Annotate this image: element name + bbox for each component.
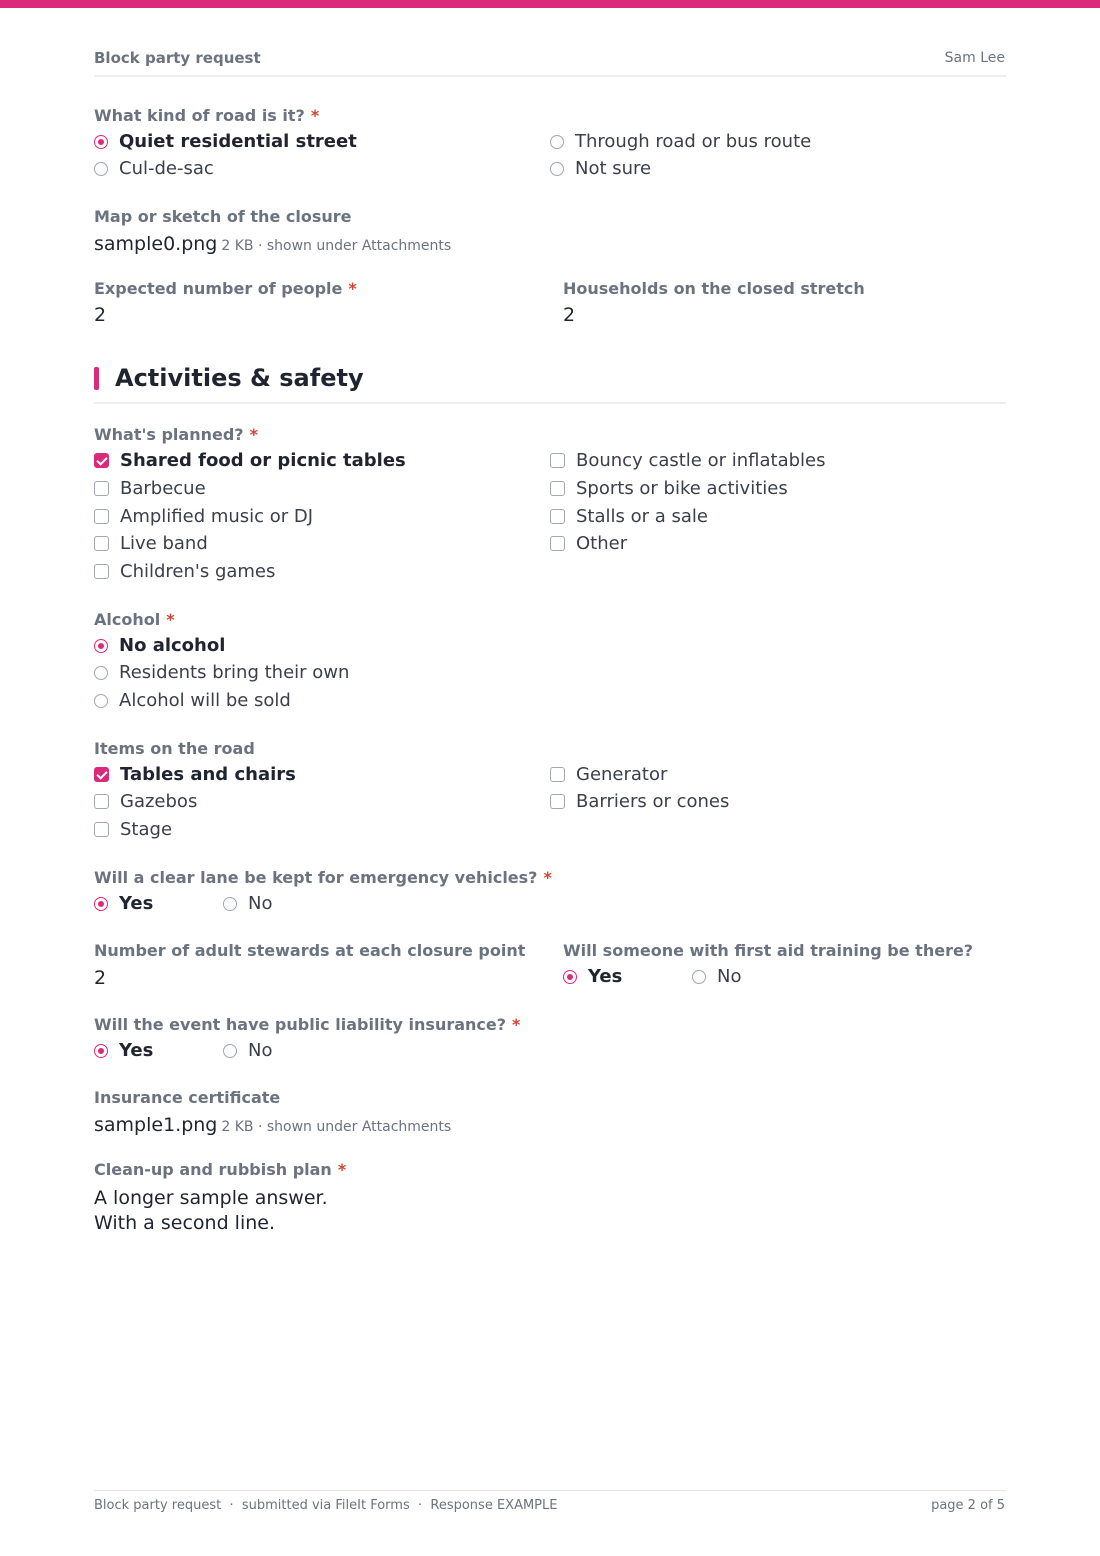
question-alcohol: Alcohol *: [94, 610, 175, 629]
checkbox-planned-8[interactable]: Children's games: [94, 561, 275, 583]
checkbox-items-1[interactable]: Generator: [550, 764, 667, 786]
radio-selected-icon: [94, 135, 108, 149]
radio-road-type-2[interactable]: Cul-de-sac: [94, 158, 214, 180]
checkbox-planned-5[interactable]: Stalls or a sale: [550, 506, 708, 528]
radio-empty-icon: [94, 666, 108, 680]
checkbox-empty-icon: [550, 481, 565, 496]
question-insurance-certificate: Insurance certificate: [94, 1088, 281, 1107]
checkbox-empty-icon: [94, 794, 109, 809]
radio-empty-icon: [692, 970, 706, 984]
radio-first-aid-yes[interactable]: Yes: [563, 966, 622, 988]
radio-alcohol-0[interactable]: No alcohol: [94, 635, 225, 657]
file-name: sample0.png: [94, 233, 218, 255]
required-marker: *: [348, 279, 357, 298]
checkbox-empty-icon: [550, 767, 565, 782]
answer-people: 2: [94, 304, 107, 326]
radio-emergency-yes[interactable]: Yes: [94, 893, 153, 915]
question-map: Map or sketch of the closure: [94, 207, 352, 226]
question-cleanup: Clean-up and rubbish plan *: [94, 1160, 347, 1179]
respondent-name: Sam Lee: [944, 50, 1005, 66]
answer-line: A longer sample answer.: [94, 1187, 328, 1209]
radio-insurance-no[interactable]: No: [223, 1040, 272, 1062]
footer-info: Block party request · submitted via FileIt Forms · Response EXAMPLE: [94, 1498, 558, 1513]
question-households: Households on the closed stretch: [563, 279, 865, 298]
checkbox-planned-4[interactable]: Amplified music or DJ: [94, 506, 313, 528]
radio-alcohol-2[interactable]: Alcohol will be sold: [94, 690, 291, 712]
radio-selected-icon: [94, 897, 108, 911]
map-attachment[interactable]: [94, 233, 451, 255]
question-items: Items on the road: [94, 739, 255, 758]
page-number: page 2 of 5: [931, 1498, 1005, 1513]
required-marker: *: [249, 425, 258, 444]
top-accent-bar: [0, 0, 1100, 8]
question-stewards: Number of adult stewards at each closure point: [94, 941, 526, 960]
required-marker: *: [543, 868, 552, 887]
checkbox-empty-icon: [94, 481, 109, 496]
radio-road-type-0[interactable]: Quiet residential street: [94, 131, 357, 153]
file-meta: 2 KB · shown under Attachments: [221, 238, 452, 254]
file-meta: 2 KB · shown under Attachments: [221, 1119, 452, 1135]
question-emergency-lane: Will a clear lane be kept for emergency vehicles? *: [94, 868, 552, 887]
radio-empty-icon: [550, 135, 564, 149]
checkbox-empty-icon: [550, 536, 565, 551]
answer-cleanup: [94, 1186, 328, 1236]
checkbox-items-3[interactable]: Barriers or cones: [550, 791, 729, 813]
answer-stewards: 2: [94, 967, 107, 989]
question-road-type: What kind of road is it? *: [94, 106, 320, 125]
section-divider: [94, 402, 1006, 404]
checkbox-planned-2[interactable]: Barbecue: [94, 478, 206, 500]
radio-empty-icon: [94, 694, 108, 708]
question-first-aid: Will someone with first aid training be there?: [563, 941, 974, 960]
radio-empty-icon: [550, 162, 564, 176]
file-name: sample1.png: [94, 1114, 218, 1136]
checkbox-empty-icon: [94, 564, 109, 579]
radio-insurance-yes[interactable]: Yes: [94, 1040, 153, 1062]
section-accent-bar: [94, 367, 99, 390]
checkbox-planned-1[interactable]: Bouncy castle or inflatables: [550, 450, 826, 472]
footer-divider: [94, 1490, 1006, 1491]
radio-first-aid-no[interactable]: No: [692, 966, 741, 988]
checkbox-planned-3[interactable]: Sports or bike activities: [550, 478, 788, 500]
checkbox-empty-icon: [550, 509, 565, 524]
radio-selected-icon: [563, 970, 577, 984]
checkbox-empty-icon: [94, 509, 109, 524]
checkbox-empty-icon: [94, 822, 109, 837]
checkbox-items-0[interactable]: Tables and chairs: [94, 764, 296, 786]
checkbox-planned-7[interactable]: Other: [550, 533, 627, 555]
header-divider: [94, 75, 1006, 77]
checkbox-items-2[interactable]: Gazebos: [94, 791, 197, 813]
form-title: Block party request: [94, 49, 261, 67]
radio-selected-icon: [94, 639, 108, 653]
radio-emergency-no[interactable]: No: [223, 893, 272, 915]
required-marker: *: [166, 610, 175, 629]
checkbox-empty-icon: [550, 794, 565, 809]
checkbox-checked-icon: [94, 767, 109, 782]
required-marker: *: [337, 1160, 347, 1179]
checkbox-empty-icon: [550, 453, 565, 468]
required-marker: *: [310, 106, 320, 125]
section-title: Activities & safety: [115, 364, 364, 392]
radio-road-type-1[interactable]: Through road or bus route: [550, 131, 811, 153]
checkbox-planned-6[interactable]: Live band: [94, 533, 208, 555]
radio-empty-icon: [223, 897, 237, 911]
question-people: Expected number of people *: [94, 279, 357, 298]
checkbox-items-4[interactable]: Stage: [94, 819, 172, 841]
radio-alcohol-1[interactable]: Residents bring their own: [94, 662, 349, 684]
certificate-attachment[interactable]: [94, 1114, 451, 1136]
answer-households: 2: [563, 304, 576, 326]
required-marker: *: [512, 1015, 521, 1034]
answer-line: With a second line.: [94, 1212, 275, 1234]
checkbox-empty-icon: [94, 536, 109, 551]
question-planned: What's planned? *: [94, 425, 258, 444]
radio-empty-icon: [223, 1044, 237, 1058]
radio-selected-icon: [94, 1044, 108, 1058]
radio-road-type-3[interactable]: Not sure: [550, 158, 651, 180]
checkbox-planned-0[interactable]: Shared food or picnic tables: [94, 450, 406, 472]
radio-empty-icon: [94, 162, 108, 176]
question-insurance: Will the event have public liability insurance? *: [94, 1015, 521, 1034]
checkbox-checked-icon: [94, 453, 109, 468]
